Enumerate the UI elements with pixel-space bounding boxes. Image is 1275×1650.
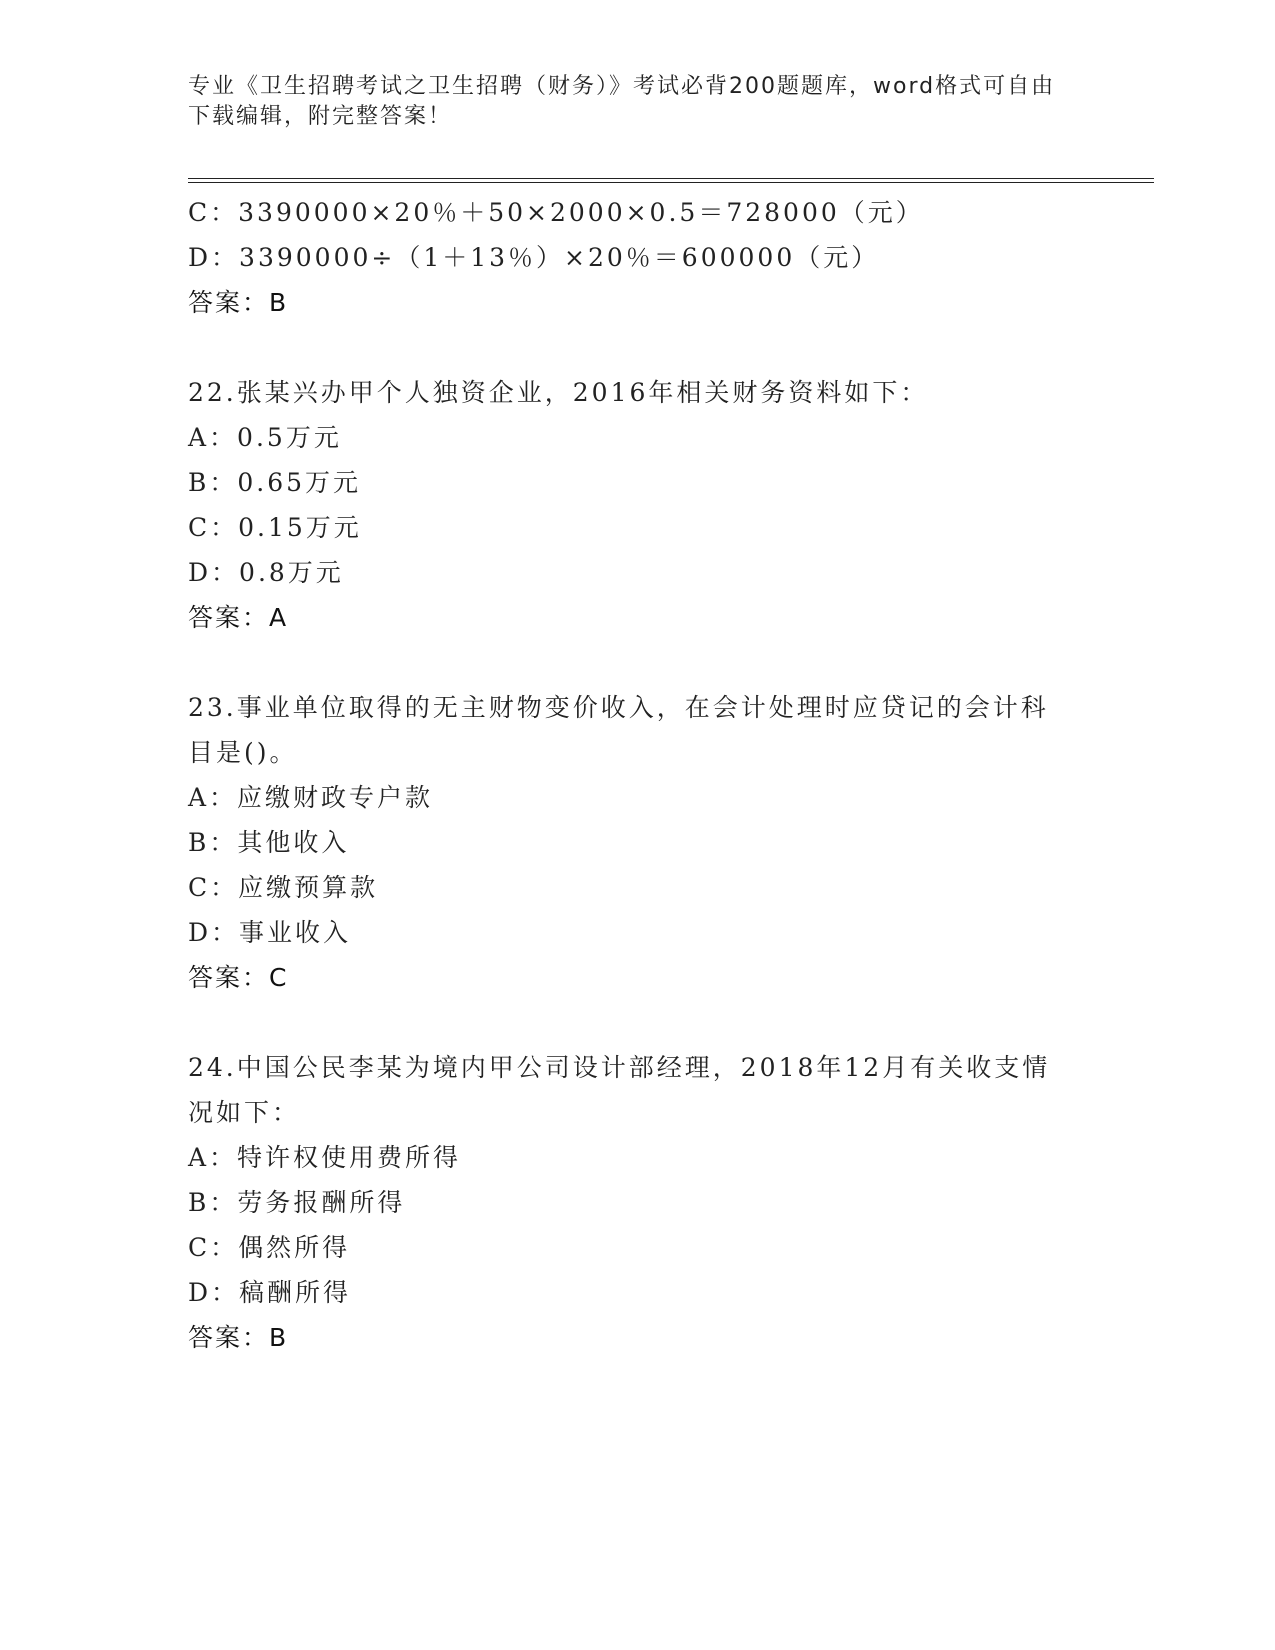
question-block [188,370,1088,640]
option-c: C：偶然所得 [188,1233,351,1262]
header-rule-top [188,178,1154,179]
question-text: 23.事业单位取得的无主财物变价收入，在会计处理时应贷记的会计科目是()。 [188,693,1049,767]
option-c: C：3390000×20％＋50×2000×0.5＝728000（元） [188,198,924,227]
option-b: B：其他收入 [188,828,350,857]
answer-text: 答案：B [188,288,289,317]
question-block [188,1045,1088,1360]
block-spacer [188,325,1088,370]
document-header: 专业《卫生招聘考试之卫生招聘（财务）》考试必背200题题库，word格式可自由下载编辑，附完整答案！ [188,74,1056,129]
answer-text: 答案：C [188,963,289,992]
question-block [188,190,1088,325]
answer-text: 答案：A [188,603,289,632]
header-rule-bottom [188,182,1154,183]
answer-text: 答案：B [188,1323,289,1352]
option-d: D：事业收入 [188,918,352,947]
question-text: 22.张某兴办甲个人独资企业，2016年相关财务资料如下： [188,378,929,407]
option-b: B：劳务报酬所得 [188,1188,406,1217]
option-d: D：稿酬所得 [188,1278,352,1307]
question-text: 24.中国公民李某为境内甲公司设计部经理，2018年12月有关收支情况如下： [188,1053,1051,1127]
option-a: A：0.5万元 [188,423,342,452]
option-d: D：0.8万元 [188,558,344,587]
block-spacer [188,640,1088,685]
question-list [188,190,1088,1360]
question-block [188,685,1088,1000]
option-d: D：3390000÷（1＋13％）×20％＝600000（元） [188,243,880,272]
option-b: B：0.65万元 [188,468,362,497]
option-a: A：应缴财政专户款 [188,783,434,812]
option-c: C：应缴预算款 [188,873,379,902]
option-a: A：特许权使用费所得 [188,1143,462,1172]
option-c: C：0.15万元 [188,513,362,542]
block-spacer [188,1000,1088,1045]
